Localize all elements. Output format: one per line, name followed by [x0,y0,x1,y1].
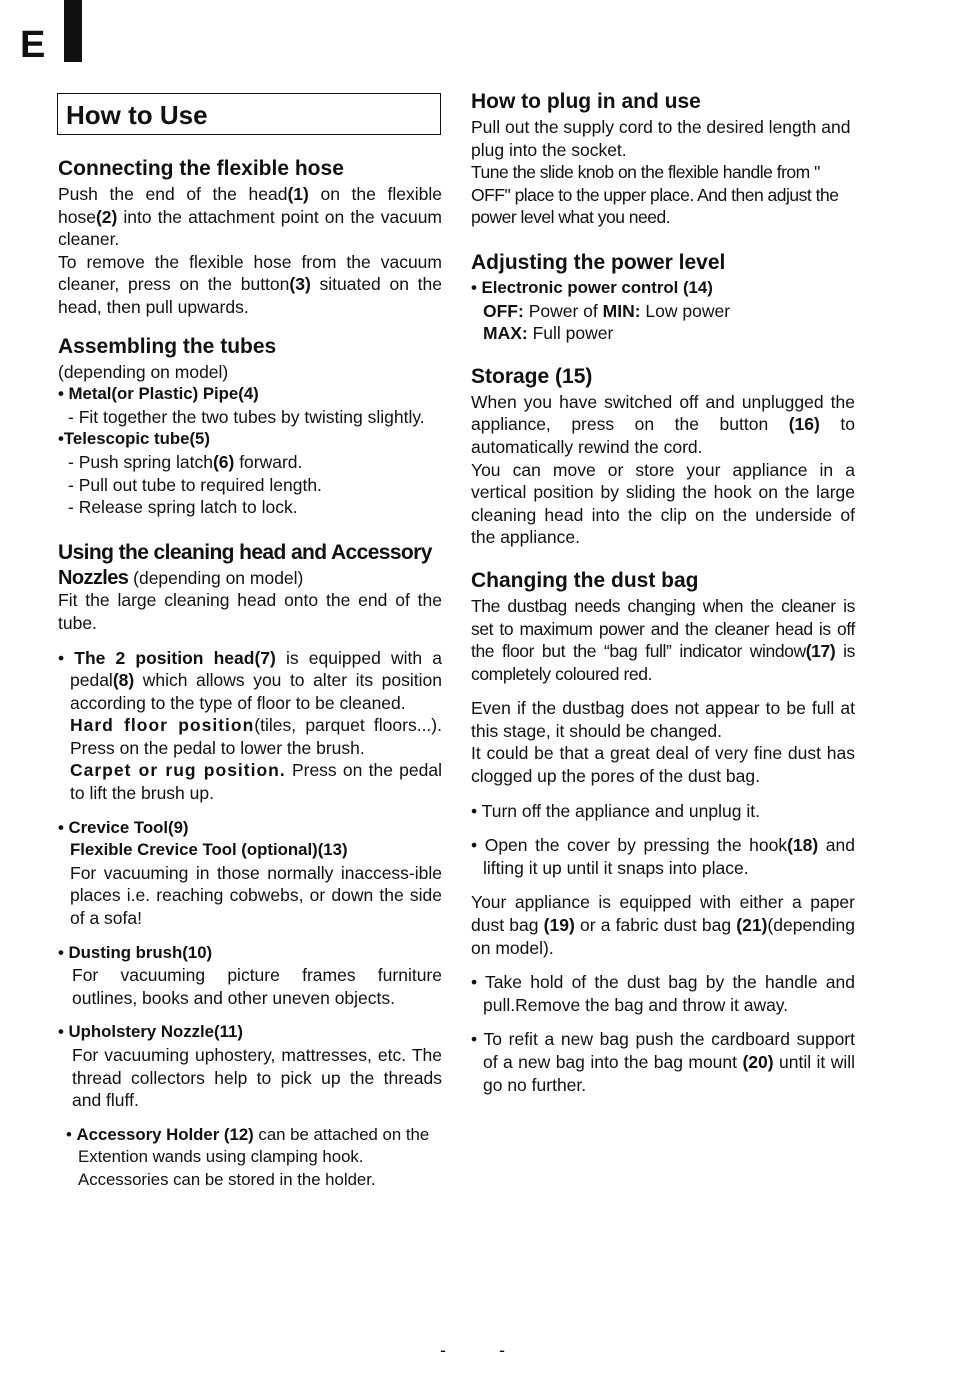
text: • To refit a new bag push the cardboard support of a new bag into the bag mount [471,1029,855,1072]
text: (tiles, parquet floors...). Press on the pedal to lower the brush. [70,715,442,758]
carpet-position [58,759,442,804]
power-max [471,322,855,345]
text: Low power [640,300,731,321]
dustbag-paragraph-1 [471,595,855,685]
heading-storage: Storage (15) [471,364,593,388]
dustbag-paragraph-3: It could be that a great deal of very fine dust has clogged up the pores of the dust bag. [471,743,855,787]
metal-pipe-step: - Fit together the two tubes by twisting slightly. [68,406,425,427]
heading-assembling-tubes: Assembling the tubes [58,334,277,358]
heading-power-level: Adjusting the power level [471,250,726,274]
text: is equipped with a pedal [70,647,442,691]
label-max: MAX: [483,323,528,344]
text: - Push spring latch [68,451,213,472]
tubes-subtitle: (depending on model) [58,361,229,382]
text: • Metal(or Plastic) Pipe(4) [58,384,259,404]
ref-8: (8) [112,670,135,691]
plug-paragraph-2: Tune the slide knob on the flexible handle from " OFF" place to the upper place. And then adjust the power level what you need. [471,162,839,228]
bullet-turn-off: • Turn off the appliance and unplug it. [471,800,760,821]
telescopic-step-3: - Release spring latch to lock. [68,497,298,518]
text: Accessory Holder (12) [76,1124,254,1144]
dustbag-paragraph-2: Even if the dustbag does not appear to be full at this stage, it should be changed. [471,698,855,741]
text: to automatically rewind the cord. [471,414,855,457]
bullet-crevice-tool [58,817,442,840]
section-connecting-hose [58,155,442,319]
text: until it will go no further. [483,1052,855,1095]
hard-floor-position [58,714,442,759]
text: on the flexible hose [58,184,442,227]
upholstery-description: For vacuuming uphostery, mattresses, etc. The thread collectors help to pick up the threads and fluff. [72,1045,442,1111]
ref-2: (2) [95,206,118,227]
heading-cleaning-head: Using the cleaning head and Accessory [58,540,432,564]
ref-18: (18) [787,835,819,856]
storage-paragraph-2: You can move or store your appliance in a vertical position by sliding the hook on the large cleaning head into the clip on the underside of the appliance. [471,459,855,548]
text: or a fabric dust bag [574,915,737,936]
text: forward. [234,451,303,472]
label-off: OFF: [483,300,524,321]
ref-3: (3) [289,274,311,295]
nozzles-subtitle: (depending on model) [128,567,304,588]
bullet-open-cover [471,834,855,879]
text: • Dusting brush(10) [58,942,213,962]
heading-plug-in: How to plug in and use [471,90,701,113]
heading-connecting-hose: Connecting the flexible hose [58,157,344,180]
ref-20: (20) [742,1052,774,1072]
bullet-metal-pipe [58,383,442,406]
text: Flexible Crevice Tool (optional)(13) [70,840,348,860]
text: Press on the pedal to lift the brush up. [70,760,442,804]
bullet-glyph: • [58,647,75,668]
section-dust-bag [471,567,855,1096]
text: can be attached on the Extention wands using clamping hook. Accessories can be stored in the holder. [78,1124,430,1189]
text: Full power [527,323,614,344]
ref-17: (17) [805,641,836,662]
ref-21: (21) [736,915,768,936]
bullet-telescopic-tube [58,428,442,451]
page-title: How to Use [57,93,441,135]
text: To remove the flexible hose from the vacuum cleaner, press on the button [58,251,442,295]
text: Carpet or rug position. [70,760,286,781]
text: The 2 position head(7) [74,647,276,668]
section-power-level [471,249,855,345]
dusting-description: For vacuuming picture frames furniture outlines, books and other uneven objects. [72,965,442,1008]
heading-nozzles: Nozzles [58,566,129,589]
text: When you have switched off and unplugged the appliance, press on the button [471,391,855,435]
text: into the attachment point on the vacuum cleaner. [58,206,442,250]
text: •Telescopic tube(5) [58,429,210,449]
text: which allows you to alter its position according to the type of floor to be cleaned. [70,670,442,713]
text: is completely coloured red. [471,641,855,684]
label-min: MIN: [602,300,641,321]
ref-6: (6) [212,451,235,472]
bullet-take-hold: • Take hold of the dust bag by the handle and pull.Remove the bag and throw it away. [471,972,855,1015]
text: Your appliance is equipped with either a paper dust bag [471,892,855,936]
hose-paragraph-2 [58,251,442,319]
text: The dustbag needs changing when the cleaner is set to maximum power and the cleaner head is off the floor but the “bag full” indicator window [471,595,855,662]
text: (depending on model). [471,915,855,958]
text: • Upholstery Nozzle(11) [58,1022,243,1042]
telescopic-step-2: - Pull out tube to required length. [68,474,322,495]
bullet-accessory-holder [58,1124,442,1192]
section-assembling-tubes [58,333,442,519]
plug-paragraph-1: Pull out the supply cord to the desired length and plug into the socket. [471,117,851,160]
language-mark: E [20,24,46,66]
heading-nozzles-line [58,567,442,590]
ref-16: (16) [788,414,820,435]
section-accessory-nozzles [58,539,442,1192]
bullet-glyph: • [66,1124,77,1144]
bullet-2-position-head [58,647,442,715]
bullet-refit-bag [471,1028,855,1096]
ref-1: (1) [287,184,309,204]
bullet-dusting-brush [58,942,442,965]
right-column [471,88,855,1110]
telescopic-step-1 [58,451,442,474]
text: Push the end of the head [58,184,288,204]
text: Hard floor position [70,715,255,736]
ref-19: (19) [543,915,575,936]
storage-paragraph-1 [471,391,855,459]
text: • Crevice Tool(9) [58,817,189,837]
power-off-min [471,300,855,323]
text: and lifting it up until it snaps into place. [483,835,856,878]
page-number: - - [440,1340,529,1360]
section-plug-in [471,88,855,229]
left-column [58,155,442,1206]
section-storage [471,363,855,549]
language-tab-bar [64,0,82,62]
bullet-upholstery-nozzle [58,1021,442,1044]
nozzles-intro: Fit the large cleaning head onto the end of the tube. [58,590,442,633]
crevice-description: For vacuuming in those normally inaccess-ible places i.e. reaching cobwebs, or down the side of a sofa! [70,862,442,929]
flexible-crevice-tool [58,839,442,862]
text: • Open the cover by pressing the hook [471,835,788,856]
heading-dust-bag: Changing the dust bag [471,568,699,592]
text: • Electronic power control (14) [471,277,713,297]
dustbag-paragraph-4 [471,891,855,959]
text: situated on the head, then pull upwards. [58,274,443,317]
bullet-electronic-power-control [471,277,855,300]
text: Power of [523,300,603,321]
hose-paragraph-1 [58,183,442,251]
